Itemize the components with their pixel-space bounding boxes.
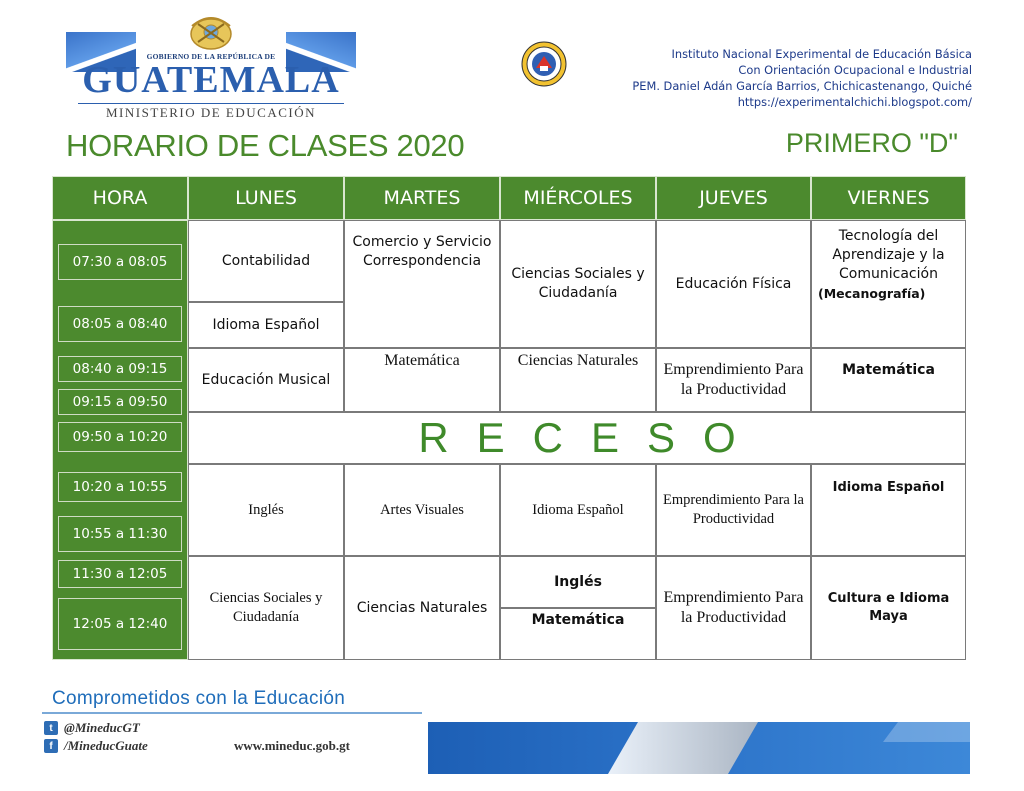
class-cell: Artes Visuales bbox=[344, 464, 500, 556]
footer-divider bbox=[42, 712, 422, 714]
facebook-icon: f bbox=[44, 739, 58, 753]
logo-ministry: MINISTERIO DE EDUCACIÓN bbox=[106, 105, 316, 120]
column-header-martes: MARTES bbox=[344, 176, 500, 220]
school-seal-icon bbox=[520, 40, 568, 88]
school-location: PEM. Daniel Adán García Barrios, Chichicastenango, Quiché bbox=[632, 79, 972, 93]
class-note: (Mecanografía) bbox=[818, 286, 926, 301]
twitter-link[interactable] bbox=[44, 720, 140, 736]
class-cell: Inglés bbox=[188, 464, 344, 556]
class-cell: Ciencias Naturales bbox=[344, 556, 500, 660]
class-cell: Comercio y Servicio Correspondencia bbox=[344, 220, 500, 348]
class-cell: Emprendimiento Para la Productividad bbox=[656, 348, 811, 412]
break-row: RECESO bbox=[188, 412, 966, 464]
class-cell: Inglés bbox=[500, 556, 656, 608]
column-header-viernes: VIERNES bbox=[811, 176, 966, 220]
group-title: PRIMERO "D" bbox=[785, 128, 958, 158]
school-orientation: Con Orientación Ocupacional e Industrial bbox=[738, 63, 972, 77]
class-cell: Matemática bbox=[500, 608, 656, 660]
class-cell: Educación Musical bbox=[188, 348, 344, 412]
column-header-lunes: LUNES bbox=[188, 176, 344, 220]
ministry-logo bbox=[66, 12, 356, 122]
school-info bbox=[592, 46, 972, 110]
time-slot: 11:30 a 12:05 bbox=[58, 560, 182, 588]
time-slot: 09:50 a 10:20 bbox=[58, 422, 182, 452]
logo-country: GUATEMALA bbox=[82, 59, 340, 101]
footer-motto: Comprometidos con la Educación bbox=[52, 688, 346, 709]
school-name: Instituto Nacional Experimental de Educación Básica bbox=[671, 47, 972, 61]
class-cell: Educación Física bbox=[656, 220, 811, 348]
column-header-hora: HORA bbox=[52, 176, 188, 220]
class-cell: Idioma Español bbox=[188, 302, 344, 348]
facebook-link[interactable] bbox=[44, 738, 148, 754]
column-header-jueves: JUEVES bbox=[656, 176, 811, 220]
logo-government-line: GOBIERNO DE LA REPÚBLICA DE bbox=[146, 52, 276, 61]
class-cell: Ciencias Sociales y Ciudadanía bbox=[188, 556, 344, 660]
time-slot: 10:20 a 10:55 bbox=[58, 472, 182, 502]
class-cell: Matemática bbox=[344, 348, 500, 412]
class-cell: Emprendimiento Para la Productividad bbox=[656, 464, 811, 556]
website-link[interactable]: www.mineduc.gob.gt bbox=[234, 738, 350, 753]
time-slot: 08:40 a 09:15 bbox=[58, 356, 182, 382]
time-slot: 07:30 a 08:05 bbox=[58, 244, 182, 280]
footer-decoration bbox=[428, 722, 970, 774]
class-cell: Ciencias Naturales bbox=[500, 348, 656, 412]
schedule-table bbox=[52, 176, 966, 660]
schedule-title: HORARIO DE CLASES 2020 bbox=[66, 128, 465, 163]
column-header-miercoles: MIÉRCOLES bbox=[500, 176, 656, 220]
coat-of-arms-icon bbox=[178, 12, 244, 52]
twitter-icon: t bbox=[44, 721, 58, 735]
class-cell: Emprendimiento Para la Productividad bbox=[656, 556, 811, 660]
class-cell: Ciencias Sociales y Ciudadanía bbox=[500, 220, 656, 348]
time-slot: 10:55 a 11:30 bbox=[58, 516, 182, 552]
time-slot: 12:05 a 12:40 bbox=[58, 598, 182, 650]
class-cell: Cultura e Idioma Maya bbox=[811, 556, 966, 660]
class-name: Tecnología del Aprendizaje y la Comunicación bbox=[832, 228, 945, 282]
facebook-handle: /MineducGuate bbox=[64, 738, 148, 753]
school-url[interactable]: https://experimentalchichi.blogspot.com/ bbox=[737, 95, 972, 109]
time-slot: 08:05 a 08:40 bbox=[58, 306, 182, 342]
time-slot: 09:15 a 09:50 bbox=[58, 389, 182, 415]
logo-divider bbox=[78, 103, 344, 104]
class-cell: Idioma Español bbox=[811, 464, 966, 556]
twitter-handle: @MineducGT bbox=[64, 720, 140, 735]
class-cell: Idioma Español bbox=[500, 464, 656, 556]
class-cell: Matemática bbox=[811, 348, 966, 412]
class-cell: Contabilidad bbox=[188, 220, 344, 302]
class-cell bbox=[811, 220, 966, 348]
